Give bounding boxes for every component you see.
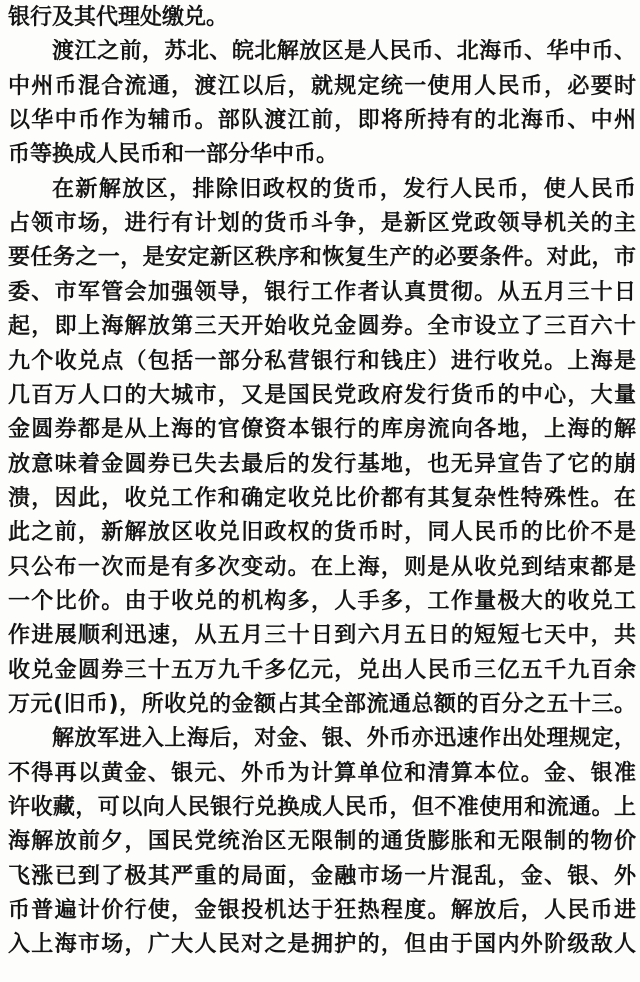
text-line: 几百万人口的大城市，又是国民党政府发行货币的中心，大量 (8, 382, 636, 408)
text-line: 溃，因此，收兑工作和确定收兑比价都有其复杂性特殊性。在 (8, 485, 636, 511)
text-line: 万元(旧币)，所收兑的金额占其全部流通总额的百分之五十三。 (8, 692, 636, 717)
text-line: 委、市军管会加强领导，银行工作者认真贯彻。从五月三十日 (8, 279, 636, 305)
text-line: 金圆券都是从上海的官僚资本银行的库房流向各地，上海的解 (8, 417, 636, 443)
text-line: 银行及其代理处缴兑。 (8, 5, 229, 30)
text-line: 中州币混合流通，渡江以后，就规定统一使用人民币，必要时 (8, 73, 636, 99)
text-line: 在新解放区，排除旧政权的货币，发行人民币，使人民币 (52, 176, 636, 202)
text-line: 只公布一次而是有多次变动。在上海，则是从收兑到结束都是 (8, 554, 636, 580)
text-line: 起，即上海解放第三天开始收兑金圆券。全市设立了三百六十 (8, 314, 636, 340)
text-line: 以华中币作为辅币。部队渡江前，即将所持有的北海币、中州 (8, 108, 636, 134)
text-line: 币普遍计价行使，金银投机达于狂热程度。解放后，人民币进 (8, 898, 636, 924)
text-line: 入上海市场，广大人民对之是拥护的，但由于国内外阶级敌人 (8, 932, 636, 958)
text-line: 一个比价。由于收兑的机构多，人手多，工作量极大的收兑工 (8, 588, 636, 614)
text-line: 海解放前夕，国民党统治区无限制的通货膨胀和无限制的物价 (8, 829, 636, 855)
text-line: 不得再以黄金、银元、外币为计算单位和清算本位。金、银准 (8, 760, 636, 786)
text-line: 币等换成人民币和一部分华中币。 (8, 142, 339, 168)
text-line: 九个收兑点（包括一部分私营银行和钱庄）进行收兑。上海是 (8, 348, 636, 374)
text-line: 渡江之前，苏北、皖北解放区是人民币、北海币、华中币、 (52, 39, 636, 65)
text-line: 放意味着金圆券已失去最后的发行基地，也无异宣告了它的崩 (8, 451, 636, 477)
text-line: 许收藏，可以向人民银行兑换成人民币，但不准使用和流通。上 (8, 795, 636, 821)
text-line: 要任务之一，是安定新区秩序和恢复生产的必要条件。对此，市 (8, 245, 636, 271)
text-line: 解放军进入上海后，对金、银、外币亦迅速作出处理规定， (52, 726, 636, 752)
text-line: 此之前，新解放区收兑旧政权的货币时，同人民币的比价不是 (8, 520, 636, 546)
text-line: 收兑金圆券三十五万九千多亿元，兑出人民币三亿五千九百余 (8, 657, 636, 683)
text-line: 飞涨已到了极其严重的局面，金融市场一片混乱，金、银、外 (8, 863, 636, 889)
text-line: 作进展顺利迅速，从五月三十日到六月五日的短短七天中，共 (8, 623, 636, 649)
text-line: 占领市场，进行有计划的货币斗争，是新区党政领导机关的主 (8, 211, 636, 237)
